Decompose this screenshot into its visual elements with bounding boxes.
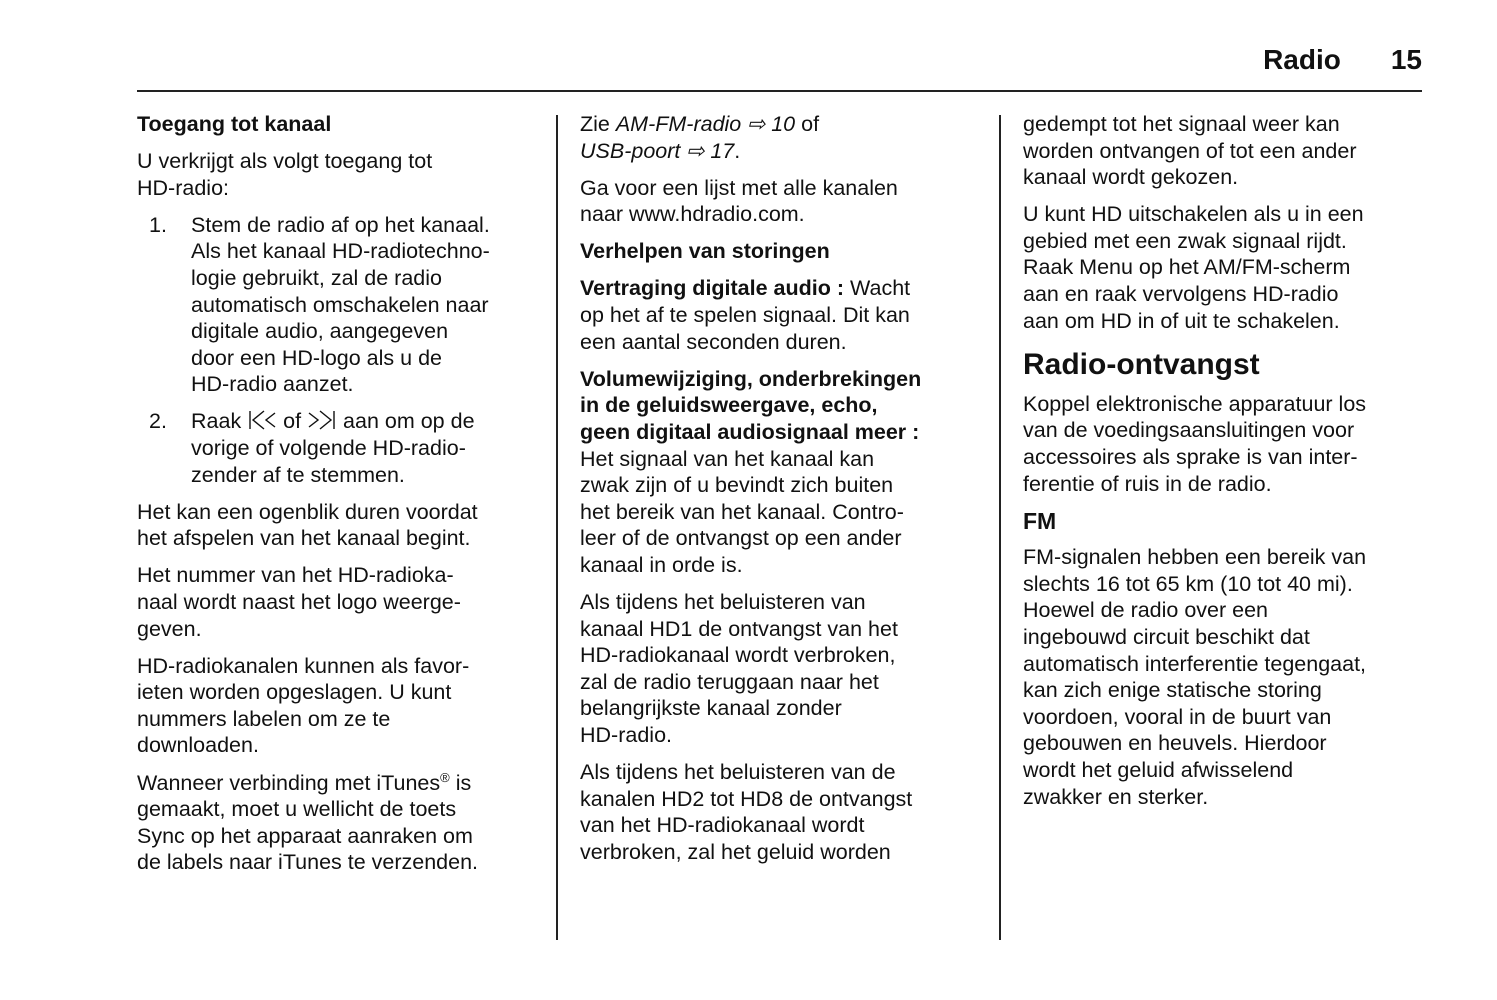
text: aan om op de vorige of volgende HD-radio- zender af te stemmen.	[191, 409, 475, 487]
paragraph: HD-radiokanalen kunnen als favor- ieten worden opgeslagen. U kunt nummers labelen om ze te downloaden.	[137, 653, 470, 758]
page-number: 15	[1390, 44, 1422, 75]
header-rule	[137, 90, 1422, 92]
xref-usb-poort[interactable]: USB-poort	[580, 138, 681, 163]
text: Wacht op het af te spelen signaal. Dit kan een aantal seconden duren.	[580, 276, 911, 354]
column-divider	[999, 115, 1001, 940]
step-text	[191, 408, 475, 488]
term: Vertraging digitale audio :	[580, 276, 845, 301]
heading-toegang: Toegang tot kanaal	[137, 112, 332, 136]
term: Volumewijziging, onderbrekingen in de geluidsweergave, echo, geen digitaal audiosignaal meer :	[580, 366, 922, 444]
steps-list	[137, 212, 547, 488]
paragraph: FM-signalen hebben een bereik van slechts 16 tot 65 km (10 tot 40 mi). Hoewel de radio over een ingebouwd circuit beschikt dat automatisch interferentie tegengaat, kan zich enige statische storing voordoen, vooral in de buurt van gebouwen en heuvels. Hierdoor wordt het geluid afwisselend zwakker en sterker.	[1023, 545, 1367, 809]
paragraph: Koppel elektronische apparatuur los van de voedingsaansluitingen voor accessoires als sprake is van inter- ferentie of ruis in de radio.	[1023, 391, 1367, 496]
xref-am-fm-radio[interactable]: AM-FM-radio	[615, 112, 742, 136]
paragraph: Als tijdens het beluisteren van de kanalen HD2 tot HD8 de ontvangst van het HD-radiokanaal wordt verbroken, zal het geluid worden	[580, 760, 913, 864]
paragraph: Het nummer van het HD-radioka- naal wordt naast het logo weerge- geven.	[137, 563, 461, 641]
paragraph: U verkrijgt als volgt toegang tot HD-radio:	[137, 149, 433, 200]
step-text: Stem de radio af op het kanaal. Als het kanaal HD-radiotechno- logie gebruikt, zal de radio automatisch omschakelen naar digitale audio, aangegeven door een HD-logo als u de HD-radio aanzet.	[191, 212, 490, 397]
step-number: 1.	[149, 212, 167, 237]
text: Raak	[191, 409, 248, 434]
seek-forward-icon	[307, 409, 337, 431]
paragraph	[580, 275, 990, 355]
paragraph: U kunt HD uitschakelen als u in een gebied met een zwak signaal rijdt. Raak Menu op het AM/FM-scherm aan en raak vervolgens HD-radio aan om HD in of uit te schakelen.	[1023, 202, 1364, 333]
text: Het signaal van het kanaal kan zwak zijn of u bevindt zich buiten het bereik van het kanaal. Contro- leer of de ontvangst op een ander kanaal in orde is.	[580, 446, 904, 577]
section-title: Radio	[1263, 44, 1341, 75]
text: of	[801, 112, 820, 136]
heading-radio-ontvangst: Radio-ontvangst	[1023, 347, 1260, 381]
xref-page[interactable]: ⇨ 17	[680, 138, 735, 163]
paragraph	[580, 111, 990, 164]
paragraph: Ga voor een lijst met alle kanalen naar www.hdradio.com.	[580, 175, 898, 227]
heading-fm: FM	[1023, 507, 1057, 534]
paragraph	[137, 770, 547, 876]
paragraph	[580, 366, 990, 579]
registered-mark: ®	[440, 769, 450, 785]
paragraph: Het kan een ogenblik duren voordat het afspelen van het kanaal begint.	[137, 499, 478, 551]
column-middle	[580, 111, 990, 876]
text: of	[277, 409, 308, 434]
list-item	[137, 212, 547, 398]
xref-page[interactable]: ⇨ 10	[741, 112, 796, 136]
column-divider	[556, 115, 558, 940]
text: is gemaakt, moet u wellicht de toets Sync op het apparaat aanraken om de labels naar iTunes te verzenden.	[137, 770, 479, 875]
page-header	[1263, 44, 1422, 76]
text: Zie	[580, 112, 616, 136]
column-left	[137, 111, 547, 886]
step-number: 2.	[149, 409, 167, 434]
column-right	[1023, 111, 1433, 821]
text: .	[734, 138, 741, 163]
heading-storingen: Verhelpen van storingen	[580, 239, 830, 264]
paragraph: gedempt tot het signaal weer kan worden ontvangen of tot een ander kanaal wordt gekozen.	[1023, 112, 1357, 190]
seek-back-icon	[247, 409, 277, 431]
text: Wanneer verbinding met iTunes	[137, 770, 441, 795]
list-item	[137, 408, 547, 488]
paragraph: Als tijdens het beluisteren van kanaal HD1 de ontvangst van het HD-radiokanaal wordt verbroken, zal de radio teruggaan naar het belangrijkste kanaal zonder HD-radio.	[580, 590, 898, 747]
